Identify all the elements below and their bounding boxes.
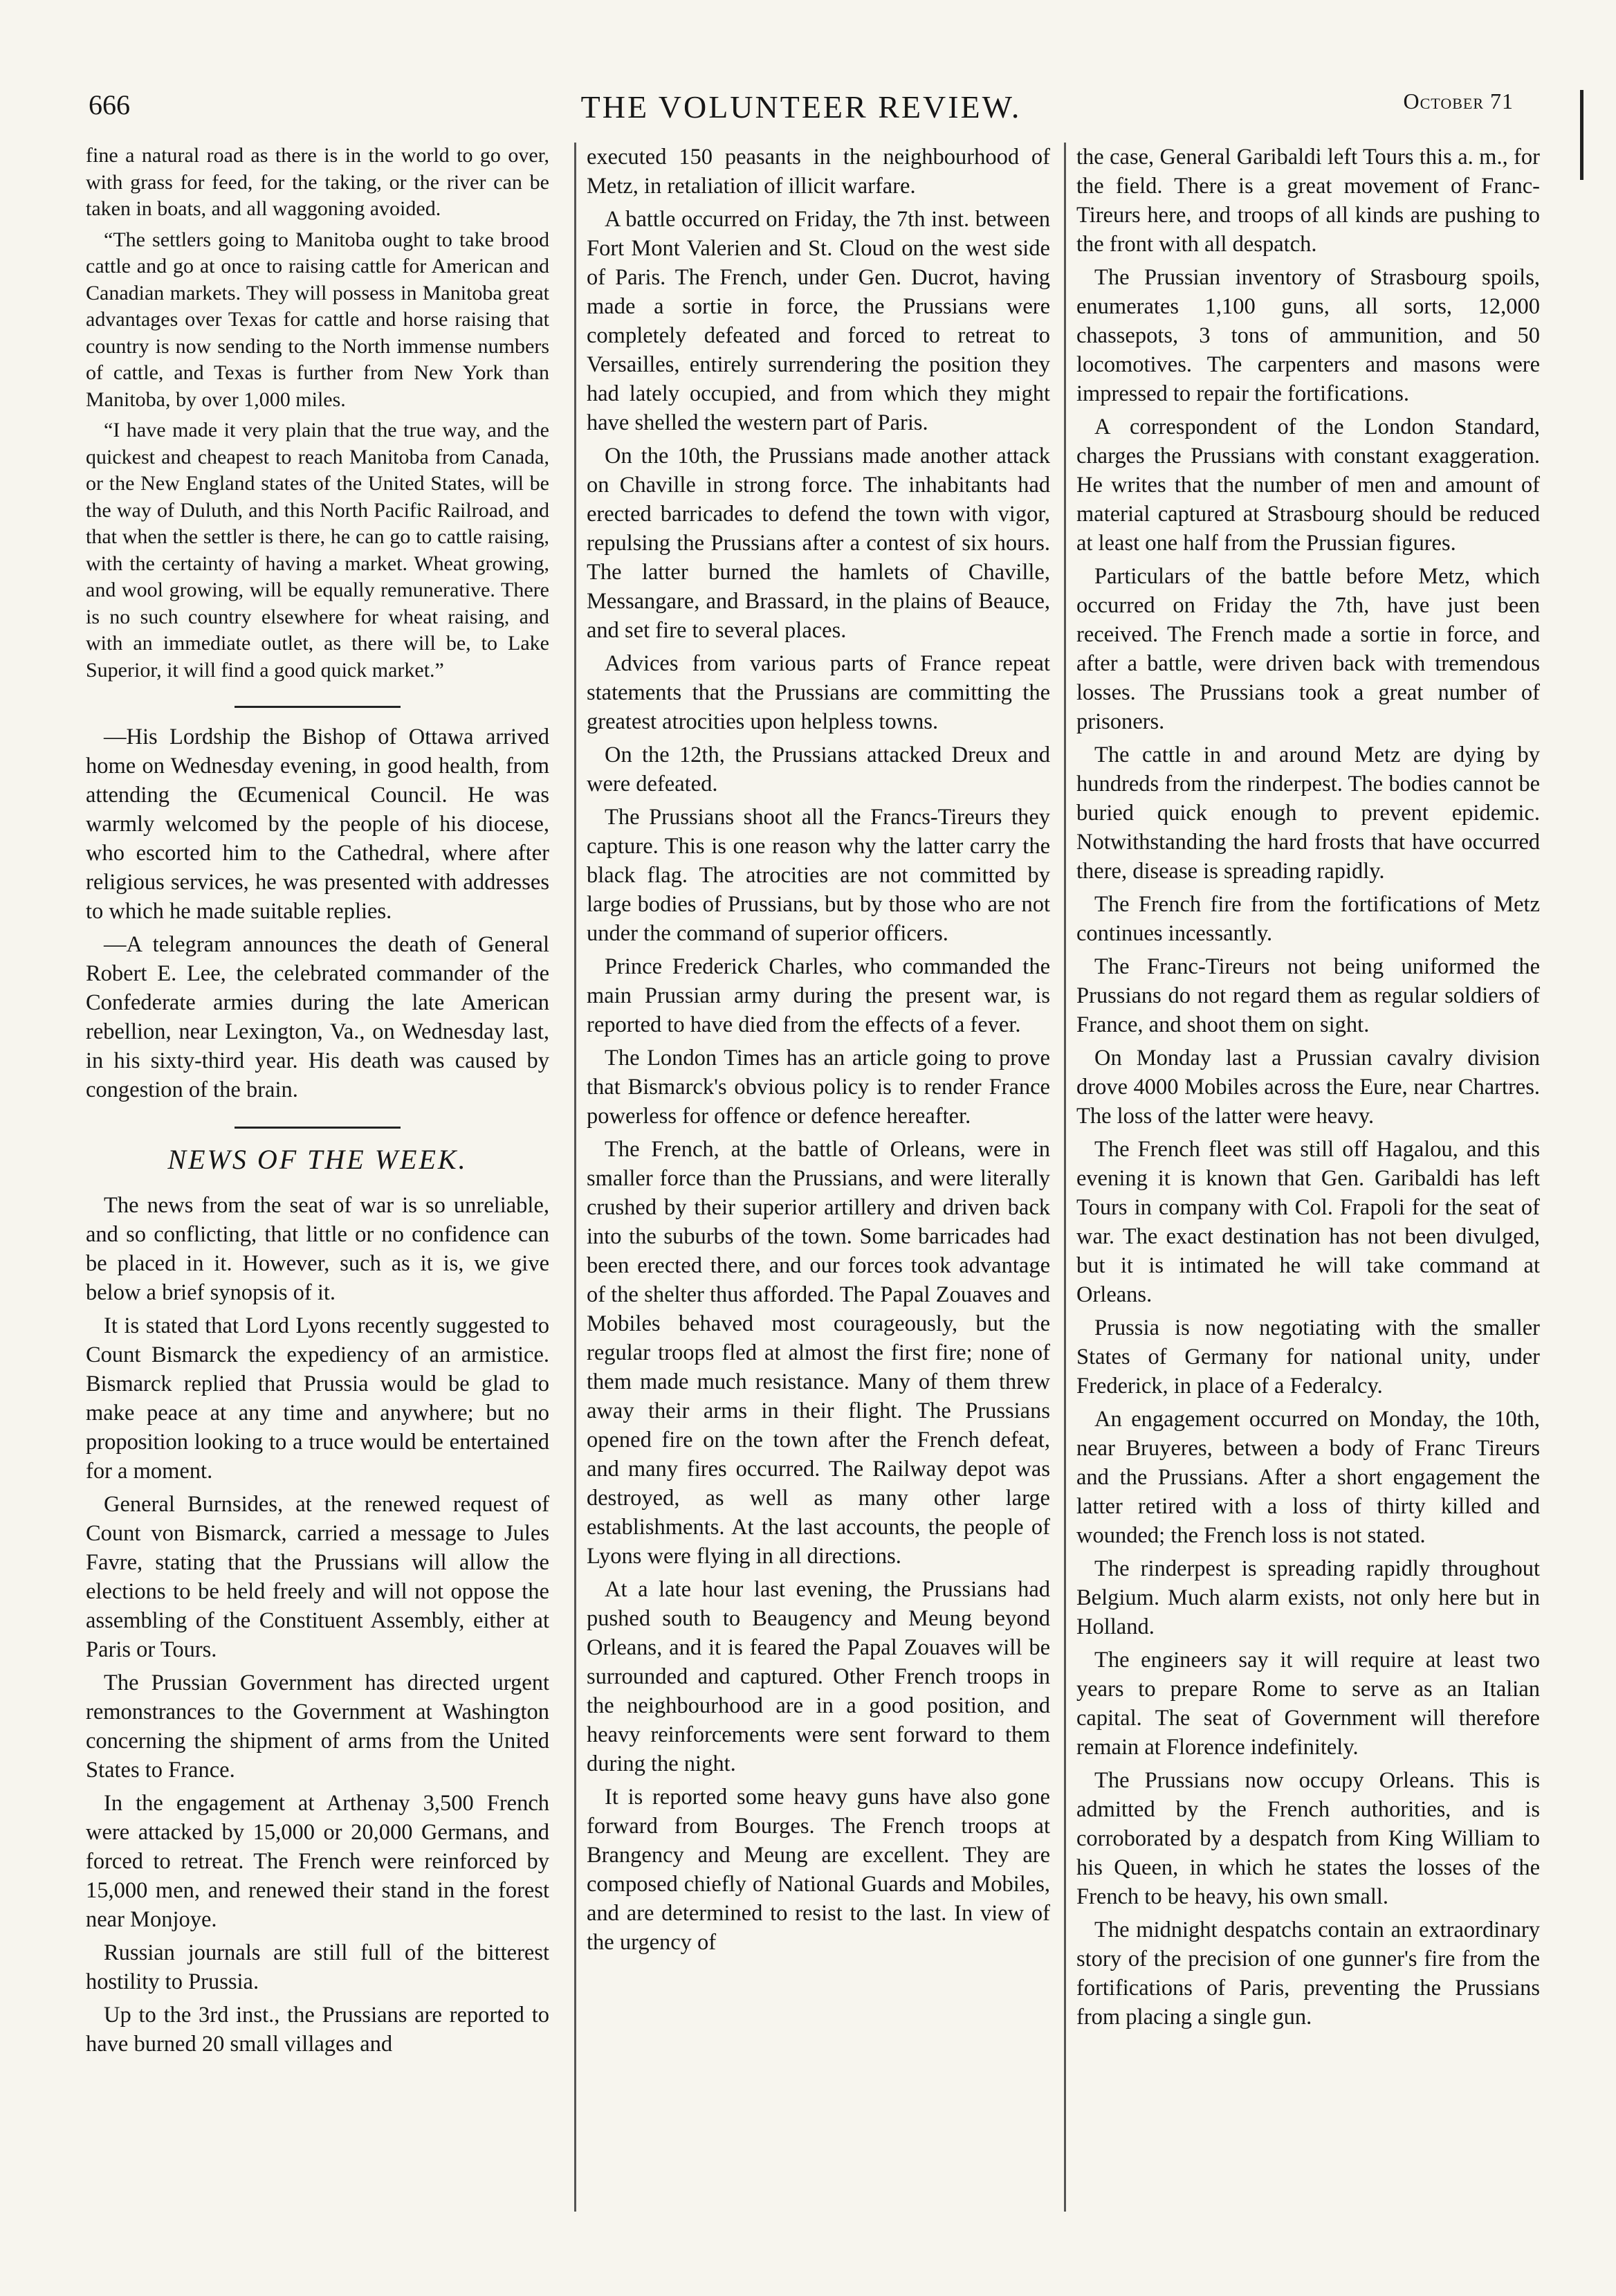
paragraph: Prussia is now negotiating with the smaller States of Germany for national unity, under Frederick, in place of a Federalcy. bbox=[1076, 1315, 1540, 1398]
paragraph: The news from the seat of war is so unreliable, and so conflicting, that little or no confidence can be placed in it. However, such as it is, we give below a brief synopsis of it. bbox=[86, 1193, 549, 1305]
paragraph: “I have made it very plain that the true way, and the quickest and cheapest to reach Manitoba from Canada, or the New England states of the United States, will be the way of Duluth, and this North Pacific Railroad, and that when the settler is there, he can go to cattle raising, with the certainty of having a market. Wheat growing, and wool growing, will be equally remunerative. There is no such country elsewhere for wheat raising, and with an immediate outlet, as there will be, to Lake Superior, it will find a good quick market.” bbox=[86, 419, 549, 682]
issue-date: October 71 bbox=[1403, 89, 1514, 113]
paragraph: The Prussians shoot all the Francs-Tireurs they capture. This is one reason why the latter carry the black flag. The atrocities are not committed by large bodies of Prussians, but by those who are not under the command of superior officers. bbox=[587, 805, 1050, 946]
paragraph: The rinderpest is spreading rapidly throughout Belgium. Much alarm exists, not only here but in Holland. bbox=[1076, 1556, 1540, 1639]
paragraph: The Prussian Government has directed urgent remonstrances to the Government at Washington concerning the shipment of arms from the United States to France. bbox=[86, 1670, 549, 1783]
margin-bar bbox=[1580, 90, 1583, 180]
paragraph: Russian journals are still full of the bitterest hostility to Prussia. bbox=[86, 1940, 549, 1994]
section-heading: NEWS OF THE WEEK. bbox=[167, 1144, 468, 1175]
paragraph: The French, at the battle of Orleans, were in smaller force than the Prussians, and were literally crushed by their superior artillery and driven back into the suburbs of the town. Some barricades had been erected there, and our forces took advantage of the shelter thus afforded. The Papal Zouaves and Mobiles behaved most courageously, but the regular troops fled at almost the first fire; none of them made much resistance. Many of them threw away their arms in their flight. The Prussians opened fire on the town after the French defeat, and many fires occurred. The Railway depot was destroyed, as well as many other large establishments. At the last accounts, the people of Lyons were flying in all directions. bbox=[587, 1137, 1050, 1569]
paragraph: At a late hour last evening, the Prussians had pushed south to Beaugency and Meung beyond Orleans, and it is feared the Papal Zouaves will be surrounded and captured. Other French troops in the neighbourhood are in a good position, and heavy reinforcements were sent forward to them during the night. bbox=[587, 1577, 1050, 1776]
paragraph: —A telegram announces the death of General Robert E. Lee, the celebrated commander of the Confederate armies during the late American rebellion, near Lexington, Va., on Wednesday last, in his sixty-third year. His death was caused by congestion of the brain. bbox=[86, 932, 549, 1102]
paragraph: Prince Frederick Charles, who commanded the main Prussian army during the present war, is reported to have died from the effects of a fever. bbox=[587, 954, 1050, 1037]
column-1 bbox=[86, 143, 549, 2218]
paragraph: The Prussian inventory of Strasbourg spoils, enumerates 1,100 guns, all sorts, 12,000 chassepots, 3 tons of ammunition, and 50 locomotives. The carpenters and masons were impressed to repair the fortifications. bbox=[1076, 265, 1540, 406]
paragraph: On the 12th, the Prussians attacked Dreux and were defeated. bbox=[587, 742, 1050, 796]
paragraph: It is stated that Lord Lyons recently suggested to Count Bismarck the expediency of an armistice. Bismarck replied that Prussia would be glad to make peace at any time and anywhere; but no proposition looking to a truce would be entertained for a moment. bbox=[86, 1313, 549, 1484]
column-rule bbox=[574, 143, 576, 2212]
paragraph: —His Lordship the Bishop of Ottawa arrived home on Wednesday evening, in good health, from attending the Œcumenical Council. He was warmly welcomed by the people of his diocese, who escorted him to the Cathedral, where after religious services, he was presented with addresses to which he made suitable replies. bbox=[86, 725, 549, 924]
paragraph: A battle occurred on Friday, the 7th inst. between Fort Mont Valerien and St. Cloud on the west side of Paris. The French, under Gen. Ducrot, having made a sortie in force, the Prussians were completely defeated and forced to retreat to Versailles, entirely surrendering the position they had lately occupied, and from which they might have shelled the western part of Paris. bbox=[587, 207, 1050, 435]
paragraph: An engagement occurred on Monday, the 10th, near Bruyeres, between a body of Franc Tireurs and the Prussians. After a short engagement the latter retired with a loss of thirty killed and wounded; the French loss is not stated. bbox=[1076, 1407, 1540, 1548]
journal-title: THE VOLUNTEER REVIEW. bbox=[580, 89, 1022, 125]
paragraph: In the engagement at Arthenay 3,500 French were attacked by 15,000 or 20,000 Germans, and forced to retreat. The French were reinforced by 15,000 men, and renewed their stand in the forest near Monjoye. bbox=[86, 1791, 549, 1932]
paragraph: Particulars of the battle before Metz, which occurred on Friday the 7th, have just been received. The French made a sortie in force, and after a battle, were driven back with tremendous losses. The Prussians took a great number of prisoners. bbox=[1076, 564, 1540, 734]
paragraph: The engineers say it will require at least two years to prepare Rome to serve as an Italian capital. The seat of Government will therefore remain at Florence indefinitely. bbox=[1076, 1648, 1540, 1760]
paragraph: On the 10th, the Prussians made another attack on Chaville in strong force. The inhabitants had erected barricades to defend the town with vigor, repulsing the Prussians after a contest of six hours. The latter burned the hamlets of Chaville, Messangare, and Brassard, in the plains of Beauce, and set fire to several places. bbox=[587, 444, 1050, 643]
paragraph: The Franc-Tireurs not being uniformed the Prussians do not regard them as regular soldiers of France, and shoot them on sight. bbox=[1076, 954, 1540, 1037]
page-header bbox=[89, 89, 1514, 144]
column-3 bbox=[1076, 143, 1540, 2218]
divider bbox=[86, 1113, 549, 1133]
paragraph: The London Times has an article going to prove that Bismarck's obvious policy is to render France powerless for offence or defence hereafter. bbox=[587, 1046, 1050, 1129]
paragraph: A correspondent of the London Standard, charges the Prussians with constant exaggeration. He writes that the number of men and amount of material captured at Strasbourg should be reduced at least one half from the Prussian figures. bbox=[1076, 414, 1540, 556]
paragraph: The Prussians now occupy Orleans. This is admitted by the French authorities, and is corroborated by a despatch from King William to his Queen, in which he states the losses of the French to be heavy, his own small. bbox=[1076, 1768, 1540, 1909]
paragraph: It is reported some heavy guns have also gone forward from Bourges. The French troops at Brangency and Meung are excellent. They are composed chiefly of National Guards and Mobiles, and are determined to resist to the last. In view of the urgency of bbox=[587, 1785, 1050, 1955]
paragraph: “The settlers going to Manitoba ought to take brood cattle and go at once to raising cattle for American and Canadian markets. They will possess in Manitoba great advantages over Texas for cattle and horse raising that country is now sending to the North immense numbers of cattle, and Texas is further from New York than Manitoba, by over 1,000 miles. bbox=[86, 228, 549, 411]
column-rule bbox=[1064, 143, 1066, 2212]
paragraph: The French fire from the fortifications of Metz continues incessantly. bbox=[1076, 892, 1540, 946]
paragraph: Advices from various parts of France repeat statements that the Prussians are committing the greatest atrocities upon helpless towns. bbox=[587, 651, 1050, 734]
paragraph: The midnight despatchs contain an extraordinary story of the precision of one gunner's fire from the fortifications of Paris, preventing the Prussians from placing a single gun. bbox=[1076, 1917, 1540, 2030]
paragraph: General Burnsides, at the renewed request of Count von Bismarck, carried a message to Jules Favre, stating that the Prussians will allow the elections to be held freely and will not oppose the assembling of the Constituent Assembly, either at Paris or Tours. bbox=[86, 1492, 549, 1662]
paragraph: executed 150 peasants in the neighbourhood of Metz, in retaliation of illicit warfare. bbox=[587, 145, 1050, 199]
paragraph: Up to the 3rd inst., the Prussians are reported to have burned 20 small villages and bbox=[86, 2003, 549, 2057]
paragraph: The cattle in and around Metz are dying by hundreds from the rinderpest. The bodies cannot be buried quick enough to prevent epidemic. Notwithstanding the hard frosts that have occurred there, disease is spreading rapidly. bbox=[1076, 742, 1540, 884]
divider bbox=[86, 692, 549, 713]
paragraph: the case, General Garibaldi left Tours this a. m., for the field. There is a great movement of Franc-Tireurs here, and troops of all kinds are pushing to the front with all despatch. bbox=[1076, 145, 1540, 257]
paragraph: The French fleet was still off Hagalou, and this evening it is known that Gen. Garibaldi has left Tours in company with Col. Frapoli for the seat of war. The exact destination has not been divulged, but it is intimated he will take command at Orleans. bbox=[1076, 1137, 1540, 1307]
paragraph: On Monday last a Prussian cavalry division drove 4000 Mobiles across the Eure, near Chartres. The loss of the latter were heavy. bbox=[1076, 1046, 1540, 1129]
column-2 bbox=[587, 143, 1050, 2218]
page-number: 666 bbox=[89, 89, 130, 120]
paragraph: fine a natural road as there is in the world to go over, with grass for feed, for the taking, or the river can be taken in boats, and all waggoning avoided. bbox=[86, 144, 549, 220]
